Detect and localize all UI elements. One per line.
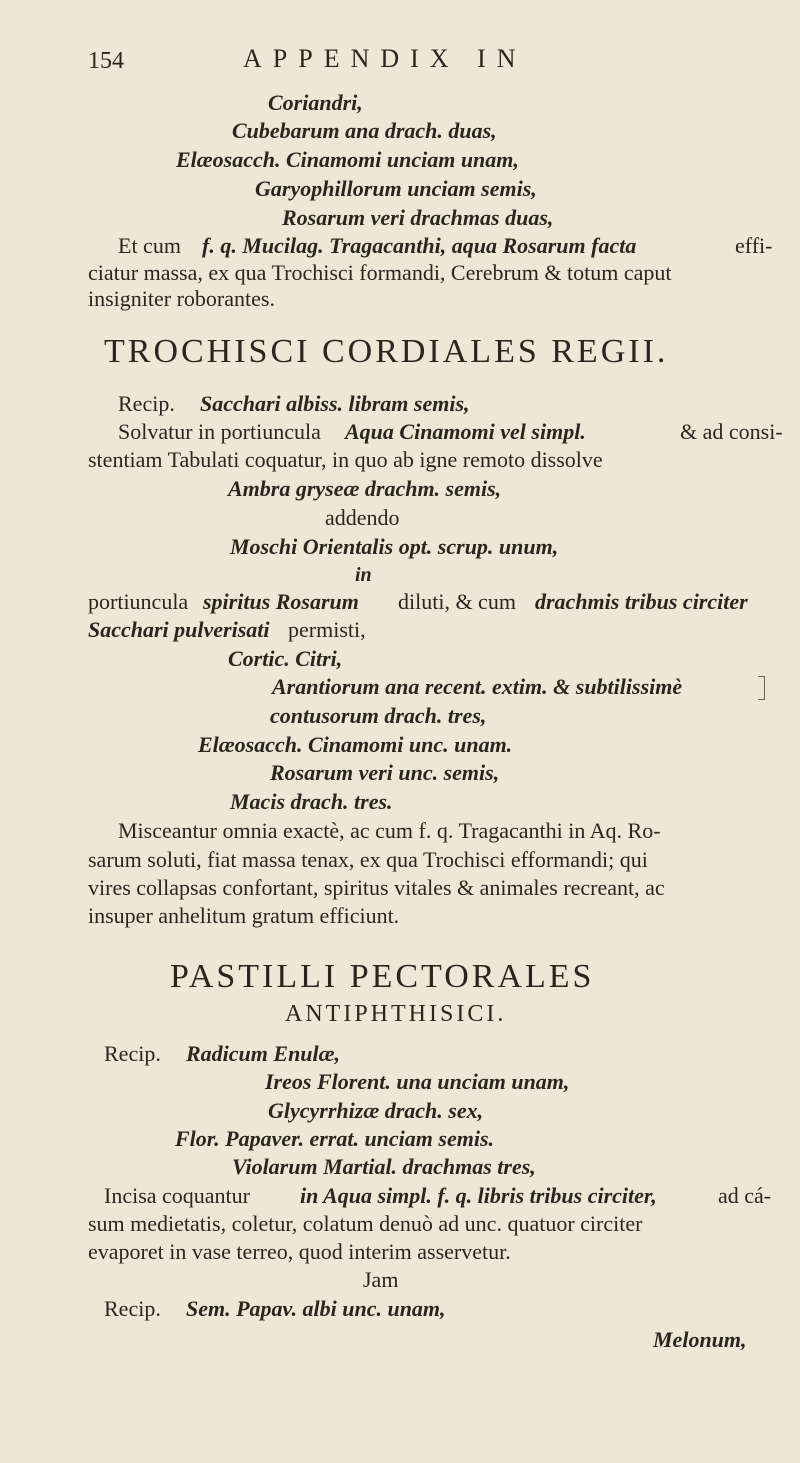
text-line: Aqua Cinamomi vel simpl. <box>345 419 586 444</box>
text-line: Cortic. Citri, <box>228 646 343 671</box>
text-line: Macis drach. tres. <box>230 789 393 814</box>
text-line: drachmis tribus circiter <box>535 589 748 614</box>
text-line: sarum soluti, fiat massa tenax, ex qua Trochisci efformandi; qui <box>88 847 648 872</box>
text-line: Ireos Florent. una unciam unam, <box>265 1069 570 1094</box>
text-line: evaporet in vase terreo, quod interim asservetur. <box>88 1239 511 1264</box>
text-line: Sem. Papav. albi unc. unam, <box>186 1296 446 1321</box>
text-line: Et cum <box>118 233 181 258</box>
text-line: f. q. Mucilag. Tragacanthi, aqua Rosarum facta <box>202 233 637 258</box>
text-line: Flor. Papaver. errat. unciam semis. <box>175 1126 495 1151</box>
text-line: Sacchari albiss. libram semis, <box>200 391 470 416</box>
page-number: 154 <box>88 48 124 74</box>
text-line: insigniter roborantes. <box>88 286 275 311</box>
section-heading: PASTILLI PECTORALES <box>170 958 595 995</box>
text-line: Coriandri, <box>268 90 363 115</box>
text-line: Garyophillorum unciam semis, <box>255 176 537 201</box>
text-line: diluti, & cum <box>398 589 516 614</box>
text-line: vires collapsas confortant, spiritus vitales & animales recreant, ac <box>88 875 665 900</box>
text-line: Elæosacch. Cinamomi unciam unam, <box>176 147 519 172</box>
text-line: & ad consi- <box>680 419 783 444</box>
running-title: APPENDIX IN <box>243 44 527 73</box>
section-heading: TROCHISCI CORDIALES REGII. <box>104 333 669 370</box>
text-line: Recip. <box>118 391 175 416</box>
text-line: Rosarum veri drachmas duas, <box>282 205 554 230</box>
text-line: Violarum Martial. drachmas tres, <box>232 1154 536 1179</box>
text-line: Moschi Orientalis opt. scrup. unum, <box>230 534 559 559</box>
text-line: spiritus Rosarum <box>203 589 359 614</box>
text-line: Recip. <box>104 1296 161 1321</box>
text-line: Ambra gryseæ drachm. semis, <box>228 476 502 501</box>
text-line: Elæosacch. Cinamomi unc. unam. <box>198 732 513 757</box>
text-line: insuper anhelitum gratum efficiunt. <box>88 903 400 928</box>
text-line: Recip. <box>104 1041 161 1066</box>
text-line: Rosarum veri unc. semis, <box>270 760 500 785</box>
text-line: Misceantur omnia exactè, ac cum f. q. Tragacanthi in Aq. Ro- <box>118 818 661 843</box>
text-line: Sacchari pulverisati <box>88 617 270 642</box>
text-line: Incisa coquantur <box>104 1183 250 1208</box>
text-line: addendo <box>325 505 400 530</box>
text-line: Melonum, <box>653 1327 747 1352</box>
text-line: portiuncula <box>88 589 189 614</box>
text-line: in Aqua simpl. f. q. libris tribus circiter, <box>300 1183 657 1208</box>
text-line: Solvatur in portiuncula <box>118 419 321 444</box>
text-line: Radicum Enulæ, <box>186 1041 341 1066</box>
text-line: in <box>355 564 372 586</box>
text-line: contusorum drach. tres, <box>270 703 487 728</box>
section-heading: ANTIPHTHISICI. <box>285 1001 507 1027</box>
text-line: ad cá- <box>718 1183 772 1208</box>
text-line: Cubebarum ana drach. duas, <box>232 118 497 143</box>
text-line: ciatur massa, ex qua Trochisci formandi, Cerebrum & totum caput <box>88 260 672 285</box>
text-line: permisti, <box>288 617 366 642</box>
bracket-mark <box>758 676 765 700</box>
text-line: Arantiorum ana recent. extim. & subtilissimè <box>272 674 683 699</box>
text-line: stentiam Tabulati coquatur, in quo ab igne remoto dissolve <box>88 447 603 472</box>
text-line: Glycyrrhizæ drach. sex, <box>268 1098 484 1123</box>
text-line: sum medietatis, coletur, colatum denuò ad unc. quatuor circiter <box>88 1211 643 1236</box>
text-line: Jam <box>363 1267 399 1292</box>
text-line: effi- <box>735 233 773 258</box>
